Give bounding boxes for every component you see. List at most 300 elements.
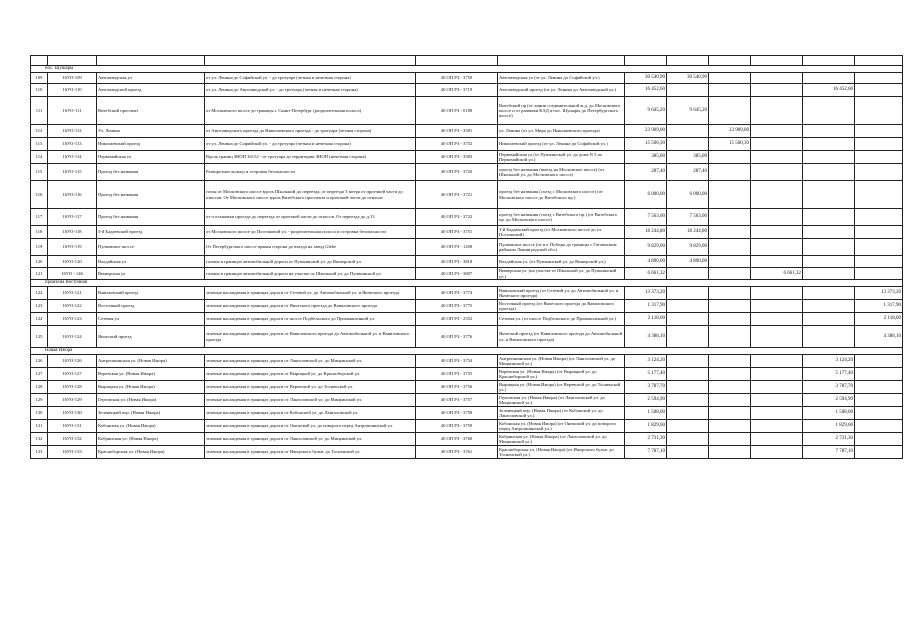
road-id: 40 ОП РЗ - 3760 — [416, 433, 498, 446]
street-name: Зеленецкий пер. (Новая Ижора) — [97, 407, 205, 420]
total-area: 1 508,00 — [625, 407, 667, 420]
area-col-2 — [709, 151, 751, 164]
area-col-2 — [709, 287, 751, 300]
table-row — [31, 355, 903, 368]
table-top-row — [31, 56, 903, 66]
area-col-1: 18 244,80 — [667, 226, 709, 239]
row-number: 131 — [31, 420, 48, 433]
area-col-5 — [855, 151, 903, 164]
area-col-4 — [803, 300, 855, 313]
area-col-3 — [751, 446, 803, 459]
object-code: 16УО-111 — [48, 97, 97, 125]
road-description: Зеленецкий пер. (Новая Ижора) (от Кобонской ул. до Ланголовской ул.) — [498, 407, 625, 420]
road-description: Восточный проезд (от Янческого проезда до Вавиловского проезда) — [498, 300, 625, 313]
street-name: Веревская ул. (Новая Ижора) — [97, 368, 205, 381]
road-description: Вавиловский проезд (от Сетевой ул. до Автомобильной ул. и Янческого проезда) — [498, 287, 625, 300]
table-row — [31, 381, 903, 394]
area-col-5 — [855, 138, 903, 151]
row-number: 132 — [31, 433, 48, 446]
total-area: 3 124,20 — [625, 355, 667, 368]
area-col-4 — [803, 287, 855, 300]
total-area: 3 787,70 — [625, 381, 667, 394]
area-col-5 — [855, 209, 903, 226]
table-row — [31, 97, 903, 125]
total-area: 2 731,30 — [625, 433, 667, 446]
road-description: Вишерская ул. (на участке от Школьной ул. до Пушкинской ул.) — [498, 268, 625, 280]
object-code: 16УО-109 — [48, 73, 97, 84]
street-name: Валдайская ул — [97, 256, 205, 268]
area-col-5 — [855, 407, 903, 420]
table-row — [31, 313, 903, 326]
area-col-3 — [751, 164, 803, 181]
table-row — [31, 209, 903, 226]
zone-description: зеленые насаждения в границах дороги от Веревской ул. до Тосненской ул. — [205, 381, 416, 394]
object-code: 16УО-124 — [48, 326, 97, 348]
road-id: 40 ОП РЗ - 1208 — [416, 239, 498, 256]
area-col-1 — [667, 446, 709, 459]
road-id: 40 ОП РЗ - 3774 — [416, 287, 498, 300]
area-col-1 — [667, 268, 709, 280]
zone-description: зеленые насаждения в границах дороги от Сетевой ул. до Автомобильной ул. и Янческого проезда — [205, 287, 416, 300]
area-col-3 — [751, 326, 803, 348]
area-col-1: 6 000,00 — [667, 181, 709, 209]
area-col-3 — [751, 313, 803, 326]
area-col-2 — [709, 326, 751, 348]
total-area: 9 645,20 — [625, 97, 667, 125]
object-code: 16УО-123 — [48, 313, 97, 326]
zone-description: зеленые насаждения в границах дороги от шоссе Подбельского до Промышленной ул. — [205, 313, 416, 326]
area-col-1: 9 645,20 — [667, 97, 709, 125]
area-col-4 — [803, 138, 855, 151]
road-id: 40 ОП РЗ - 3807 — [416, 268, 498, 280]
area-col-2 — [709, 355, 751, 368]
table-row — [31, 268, 903, 280]
area-col-5 — [855, 355, 903, 368]
object-code: 16УО-128 — [48, 381, 97, 394]
zone-description: зеленые насаждения в границах дороги от Янческого проезда до Вавиловского проезда — [205, 300, 416, 313]
area-col-1 — [667, 355, 709, 368]
area-col-4: 1 508,00 — [803, 407, 855, 420]
row-number: 117 — [31, 209, 48, 226]
total-area: 6 661,32 — [625, 268, 667, 280]
road-description: Кобринская ул. (Новая Ижора) (от Ланголовской ул. до Мицкинской ул.) — [498, 433, 625, 446]
area-col-1 — [667, 326, 709, 348]
row-number: 109 — [31, 73, 48, 84]
area-col-1 — [667, 287, 709, 300]
table-row — [31, 164, 903, 181]
area-col-5 — [855, 256, 903, 268]
row-number: 121 — [31, 268, 48, 280]
table-row — [31, 368, 903, 381]
area-col-4 — [803, 125, 855, 138]
area-col-2 — [709, 73, 751, 84]
area-col-5 — [855, 268, 903, 280]
table-row — [31, 226, 903, 239]
row-number: 120 — [31, 256, 48, 268]
table-row — [31, 300, 903, 313]
street-name: Вавиловский проезд — [97, 287, 205, 300]
table-row — [31, 420, 903, 433]
road-id: 40 ОП РЗ - 3756 — [416, 381, 498, 394]
row-number: 113 — [31, 138, 48, 151]
object-code: 16УО-118 — [48, 226, 97, 239]
zone-description: от Московского шоссе до Поселковой ул. - разделительная полоса и островки безопасности — [205, 226, 416, 239]
section-header — [31, 280, 903, 287]
row-number: 111 — [31, 97, 48, 125]
table-row — [31, 151, 903, 164]
area-col-3 — [751, 226, 803, 239]
street-name: Ул. Ленина — [97, 125, 205, 138]
road-description: проезд без названия (съезд с Витебского пр.) (от Витебского пр. до Московского шоссе) — [498, 209, 625, 226]
object-code: 16УО-119 — [48, 239, 97, 256]
row-number: 123 — [31, 300, 48, 313]
section-title: пос. Шушары — [31, 66, 903, 73]
road-id: 40 ОП РЗ - 3755 — [416, 368, 498, 381]
road-description: Автозаводский проезд (от ул. Ленина до Автозаводской ул.) — [498, 84, 625, 97]
object-code: 16УО-121 — [48, 287, 97, 300]
road-id: 40 ОП РЗ - 3720 — [416, 164, 498, 181]
zone-description: от ул. Ленина до Автозаводской ул. - до тротуара (четная и нечетная сторона) — [205, 84, 416, 97]
area-col-1: 287,40 — [667, 164, 709, 181]
table-row — [31, 125, 903, 138]
row-number: 129 — [31, 394, 48, 407]
row-number: 119 — [31, 239, 48, 256]
area-col-3 — [751, 239, 803, 256]
road-id: 40 ОП РЗ - 3776 — [416, 326, 498, 348]
row-number: 118 — [31, 226, 48, 239]
area-col-1: 4 890,00 — [667, 256, 709, 268]
row-number: 122 — [31, 287, 48, 300]
area-col-5 — [855, 368, 903, 381]
area-col-5 — [855, 420, 903, 433]
area-col-3 — [751, 73, 803, 84]
area-col-3 — [751, 433, 803, 446]
zone-description: зеленые насаждения в границах дороги от Вырицкой ул. до Красноборской ул. — [205, 368, 416, 381]
road-description: Автозаводская ул (от ул. Ленина до Софийской ул.) — [498, 73, 625, 84]
area-col-5: 4 388,10 — [855, 326, 903, 348]
total-area: 385,00 — [625, 151, 667, 164]
object-code: 16УО - 146 — [48, 268, 97, 280]
road-description: Сетевая ул. (от шоссе Подбельского до Промышленной ул.) — [498, 313, 625, 326]
road-description: Кобонская ул. (Новая Ижора) (от Онежской ул. до поворота перед Антропшинской ул.) — [498, 420, 625, 433]
row-number: 115 — [31, 164, 48, 181]
area-col-2 — [709, 433, 751, 446]
road-id: 40 ОП РЗ - 3818 — [416, 256, 498, 268]
street-name: Проезд без названия — [97, 181, 205, 209]
area-col-2 — [709, 394, 751, 407]
area-col-1 — [667, 394, 709, 407]
area-col-5 — [855, 433, 903, 446]
total-area: 5 177,40 — [625, 368, 667, 381]
street-name: Кобринская ул. (Новая Ижора) — [97, 433, 205, 446]
area-col-4 — [803, 268, 855, 280]
road-id: 40 ОП РЗ - 3581 — [416, 125, 498, 138]
area-col-5 — [855, 381, 903, 394]
zone-description: от ул. Ленина до Софийской ул. - до тротуара (четная и нечетная сторона) — [205, 138, 416, 151]
total-area: 30 540,90 — [625, 73, 667, 84]
zone-description: Разворотное кольцо и островок безопасности — [205, 164, 416, 181]
object-code: 16УО-120 — [48, 256, 97, 268]
street-name: Кобонская ул. (Новая Ижора) — [97, 420, 205, 433]
area-col-2 — [709, 164, 751, 181]
area-col-2 — [709, 381, 751, 394]
road-id: 40 ОП РЗ - 3761 — [416, 446, 498, 459]
area-col-1: 9 829,00 — [667, 239, 709, 256]
section-header — [31, 348, 903, 355]
road-id: 40 ОП РЗ - 3751 — [416, 226, 498, 239]
row-number: 125 — [31, 326, 48, 348]
area-col-4 — [803, 326, 855, 348]
total-area: 2 118,00 — [625, 313, 667, 326]
total-area: 18 244,80 — [625, 226, 667, 239]
area-col-4 — [803, 151, 855, 164]
row-number: 116 — [31, 181, 48, 209]
area-col-1 — [667, 313, 709, 326]
total-area: 15 500,30 — [625, 138, 667, 151]
row-number: 127 — [31, 368, 48, 381]
area-col-5 — [855, 181, 903, 209]
area-col-3 — [751, 381, 803, 394]
object-code: 16УО-113 — [48, 138, 97, 151]
area-col-5 — [855, 239, 903, 256]
section-title: Новая Ижора — [31, 348, 903, 355]
zone-description: газоны в границах автомобильной дороги от Пушкинской ул. до Вишерской ул. — [205, 256, 416, 268]
area-col-1 — [667, 84, 709, 97]
row-number: 130 — [31, 407, 48, 420]
area-col-4 — [803, 73, 855, 84]
object-code: 16УО-110 — [48, 84, 97, 97]
object-code: 16УО-130 — [48, 407, 97, 420]
table-row — [31, 138, 903, 151]
street-name: Автозаводской проезд — [97, 84, 205, 97]
area-col-5 — [855, 446, 903, 459]
area-col-4: 3 124,20 — [803, 355, 855, 368]
area-col-4 — [803, 97, 855, 125]
road-id: 40 ОП РЗ - 3750 — [416, 73, 498, 84]
area-col-1 — [667, 433, 709, 446]
area-col-2 — [709, 268, 751, 280]
street-name: Пулковское шоссе — [97, 239, 205, 256]
street-name: Красноборская ул. (Новая Ижора) — [97, 446, 205, 459]
area-col-3 — [751, 368, 803, 381]
row-number: 126 — [31, 355, 48, 368]
area-col-2 — [709, 226, 751, 239]
area-col-4 — [803, 313, 855, 326]
zone-description: От Петербургского шоссе правая сторона до въезда на завод Glebe — [205, 239, 416, 256]
road-id: 40 ОП РЗ - 3752 — [416, 138, 498, 151]
area-col-3 — [751, 355, 803, 368]
zone-description: зеленые насаждения в границах дороги от Ланголовской ул. до Мицкинской ул. — [205, 433, 416, 446]
road-description: Пулковское шоссе (от пл. Победы до границы с Гатчинским районом Ленинградской обл.) — [498, 239, 625, 256]
row-number: 112 — [31, 125, 48, 138]
area-col-1 — [667, 420, 709, 433]
area-col-1 — [667, 125, 709, 138]
area-col-2 — [709, 181, 751, 209]
area-col-2 — [709, 97, 751, 125]
table-row — [31, 287, 903, 300]
road-description: проезд без названия (выезд на Московское шоссе) (от Школьной ул. до Московского шоссе) — [498, 164, 625, 181]
total-area: 16 452,60 — [625, 84, 667, 97]
road-description: Красноборская ул. (Новая Ижора) (от Ижорского бульв. до Тосненской ул.) — [498, 446, 625, 459]
total-area: 2 594,90 — [625, 394, 667, 407]
table-row — [31, 181, 903, 209]
area-col-4 — [803, 239, 855, 256]
street-name: Проезд без названия — [97, 209, 205, 226]
area-col-2 — [709, 407, 751, 420]
road-description: ул. Ленина (от ул. Мира до Николаевского проезда) — [498, 125, 625, 138]
area-col-3 — [751, 300, 803, 313]
area-col-1 — [667, 407, 709, 420]
table-row — [31, 446, 903, 459]
object-code: 16УО-112 — [48, 125, 97, 138]
street-name: Николаевский проезд — [97, 138, 205, 151]
object-code: 16УО-115 — [48, 164, 97, 181]
zone-description: газон от Московского шоссе вдоль Школьной до переезда, от переезда 3 метра от проезжей части до откосов. От Московского шоссе вдоль Витебского проспекта и проезжей части до откосов — [205, 181, 416, 209]
area-col-4 — [803, 226, 855, 239]
road-description: Первомайская ул (от Пушкинской ул. до дома N 5 по Первомайской ул.) — [498, 151, 625, 164]
table-row — [31, 73, 903, 84]
total-area: 4 388,10 — [625, 326, 667, 348]
road-id: 40 ОП РЗ - 3757 — [416, 394, 498, 407]
object-code: 16УО-126 — [48, 355, 97, 368]
total-area: 9 829,00 — [625, 239, 667, 256]
area-col-4: 1 829,60 — [803, 420, 855, 433]
street-name: 3-й Бадаевский проезд — [97, 226, 205, 239]
area-col-4 — [803, 256, 855, 268]
road-id: 40 ОП РЗ - 3719 — [416, 84, 498, 97]
road-id: 40 ОП РЗ - 3775 — [416, 300, 498, 313]
object-code: 16УО-132 — [48, 433, 97, 446]
object-code: 16УО-127 — [48, 368, 97, 381]
area-col-2: 15 500,30 — [709, 138, 751, 151]
row-number: 124 — [31, 313, 48, 326]
area-col-3 — [751, 287, 803, 300]
area-col-3: 6 661,32 — [751, 268, 803, 280]
area-col-2 — [709, 209, 751, 226]
table-row — [31, 326, 903, 348]
table-row — [31, 407, 903, 420]
zone-description: зеленые насаждения в границах дороги от Кобонской ул. до Ланголовской ул. — [205, 407, 416, 420]
road-description: 3-й Бадаевский проезд (от Московского шоссе до ул. Поселковой) — [498, 226, 625, 239]
area-col-5 — [855, 97, 903, 125]
street-name: Гертовская ул. (Новая Ижора) — [97, 394, 205, 407]
object-code: 16УО-114 — [48, 151, 97, 164]
road-id: 40 ОП РЗ - 3759 — [416, 420, 498, 433]
area-col-5 — [855, 226, 903, 239]
street-name: Автозаводская ул — [97, 73, 205, 84]
table-row — [31, 394, 903, 407]
object-code: 16УО-129 — [48, 394, 97, 407]
table-row — [31, 256, 903, 268]
area-col-3 — [751, 256, 803, 268]
area-col-3 — [751, 209, 803, 226]
row-number: 114 — [31, 151, 48, 164]
area-col-4: 2 731,30 — [803, 433, 855, 446]
road-description: Гертовская ул. (Новая Ижора) (от Ланголовской ул. до Мицкинской ул.) — [498, 394, 625, 407]
total-area: 287,40 — [625, 164, 667, 181]
area-col-5: 1 317,90 — [855, 300, 903, 313]
road-description: Николаевский проезд (от ул. Ленина до Софийской ул.) — [498, 138, 625, 151]
zone-description: зеленые насаждения в границах дороги от Ижорского бульв. до Тосненской ул. — [205, 446, 416, 459]
road-id: 40 ОП РЗ - 3583 — [416, 151, 498, 164]
area-col-3 — [751, 97, 803, 125]
road-description: Веревская ул. (Новая Ижора) (от Вырицкой ул. до Красноборской ул.) — [498, 368, 625, 381]
area-col-1: 385,00 — [667, 151, 709, 164]
zone-description: от состыковки проезда до переезда от проезжей части до откосов. От переезда до д.13 — [205, 209, 416, 226]
green-zones-table — [30, 55, 903, 459]
street-name: Вырицкая ул. (Новая Ижора) — [97, 381, 205, 394]
row-number: 128 — [31, 381, 48, 394]
area-col-3 — [751, 420, 803, 433]
area-col-5 — [855, 84, 903, 97]
area-col-5 — [855, 164, 903, 181]
section-title: промзона Восточная — [31, 280, 903, 287]
road-description: Вырицкая ул. (Новая Ижора) (от Веревской ул. до Тосненской ул.) — [498, 381, 625, 394]
street-name: Первомайская ул — [97, 151, 205, 164]
area-col-1: 30 540,90 — [667, 73, 709, 84]
section-header — [31, 66, 903, 73]
area-col-4: 3 787,70 — [803, 381, 855, 394]
area-col-5 — [855, 73, 903, 84]
area-col-1 — [667, 138, 709, 151]
object-code: 16УО-133 — [48, 446, 97, 459]
total-area: 13 373,20 — [625, 287, 667, 300]
zone-description: зеленые насаждения в границах дороги от Вавиловского проезда до Автомобильной ул. и Вавиловского проезда — [205, 326, 416, 348]
total-area: 7 563,00 — [625, 209, 667, 226]
table-row — [31, 433, 903, 446]
street-name: Проезд без названия — [97, 164, 205, 181]
area-col-4: 16 452,60 — [803, 84, 855, 97]
total-area: 23 909,00 — [625, 125, 667, 138]
area-col-1 — [667, 368, 709, 381]
zone-description: Вдоль границ ЗНОП 16152 - от тротуара до территории ЗНОП (нечетная сторона) — [205, 151, 416, 164]
total-area: 7 787,10 — [625, 446, 667, 459]
road-id: 40 ОП РЗ - 3721 — [416, 181, 498, 209]
road-description: Антропшинская ул. (Новая Ижора) (от Ланголовской ул. до Мицкинской ул.) — [498, 355, 625, 368]
road-id: 40 ОП РЗ - 2352 — [416, 313, 498, 326]
row-number: 110 — [31, 84, 48, 97]
area-col-2: 23 909,00 — [709, 125, 751, 138]
street-name: Вишерская ул — [97, 268, 205, 280]
area-col-2 — [709, 239, 751, 256]
street-name: Янческий проезд — [97, 326, 205, 348]
zone-description: зеленые насаждения в границах дороги от Ланголовской ул. до Мицкинской ул. — [205, 355, 416, 368]
road-id: 40 ОП РЗ - 3758 — [416, 407, 498, 420]
table-body — [31, 56, 903, 459]
row-number: 133 — [31, 446, 48, 459]
area-col-4: 5 177,40 — [803, 368, 855, 381]
table-row — [31, 239, 903, 256]
area-col-5: 2 118,00 — [855, 313, 903, 326]
road-description: Витебский пр (от линии соединительной ж.д. до Московского шоссе и от развязки КАД в пос. Шушары до Петербургского шоссе) — [498, 97, 625, 125]
area-col-2 — [709, 446, 751, 459]
object-code: 16УО-131 — [48, 420, 97, 433]
area-col-4 — [803, 209, 855, 226]
total-area: 1 317,90 — [625, 300, 667, 313]
area-col-4: 7 787,10 — [803, 446, 855, 459]
area-col-2 — [709, 300, 751, 313]
object-code: 16УО-117 — [48, 209, 97, 226]
zone-description: от Автозаводского проезда до Николаевского проезда - до тротуара (четная сторона) — [205, 125, 416, 138]
zone-description: зеленые насаждения в границах дороги от Онежской ул. до поворота перед Антропшинской ул. — [205, 420, 416, 433]
area-col-5 — [855, 394, 903, 407]
area-col-1: 7 563,00 — [667, 209, 709, 226]
area-col-3 — [751, 151, 803, 164]
area-col-2 — [709, 420, 751, 433]
area-col-3 — [751, 125, 803, 138]
area-col-2 — [709, 368, 751, 381]
street-name: Антропшинская ул. (Новая Ижора) — [97, 355, 205, 368]
